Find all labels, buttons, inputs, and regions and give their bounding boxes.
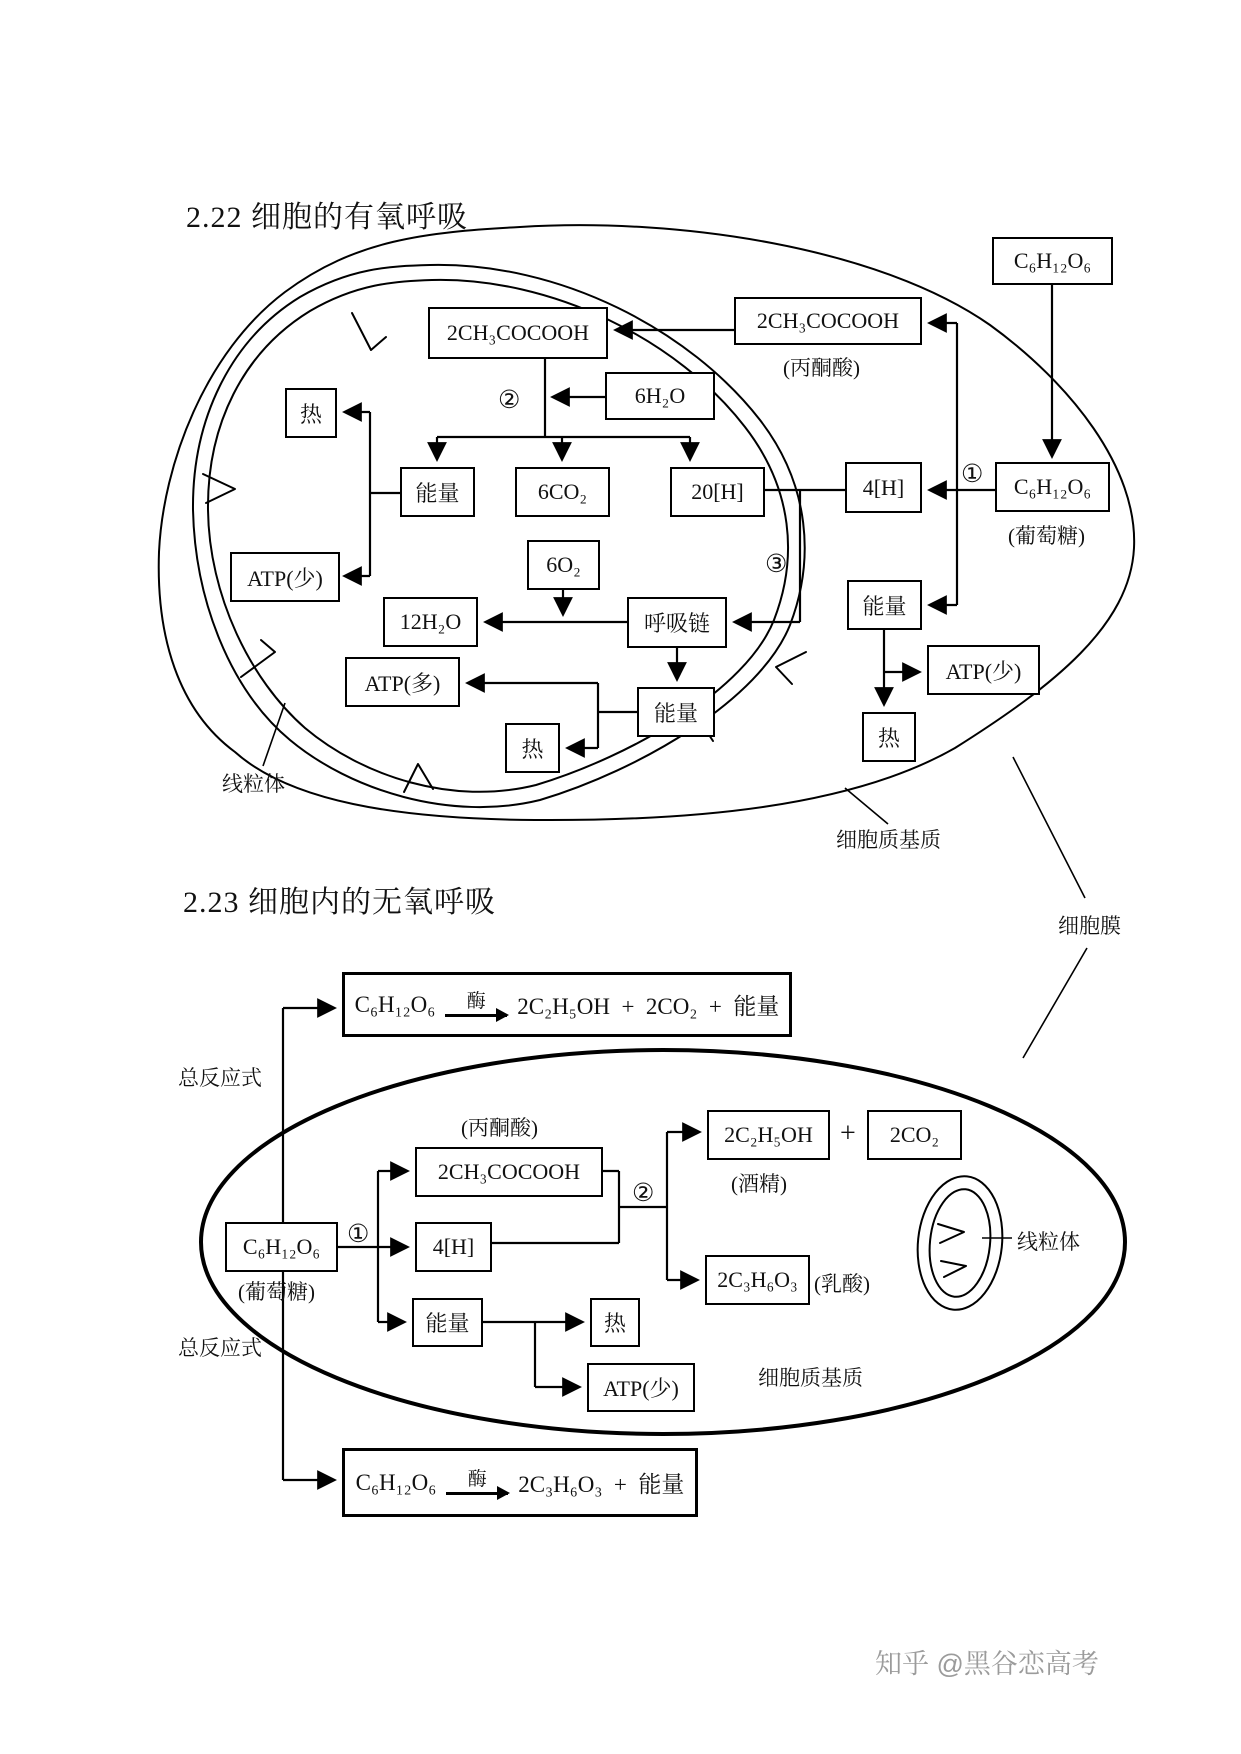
box-glucose-anaerobic — [225, 1222, 338, 1272]
box-text: 2CO₂ — [889, 1122, 940, 1147]
box-text: 热 — [521, 736, 544, 762]
box-text: 6CO₂ — [537, 479, 588, 504]
box-text: C₆H₁₂O₆ — [242, 1234, 321, 1259]
box-text: 6O₂ — [546, 552, 581, 577]
box-text: 热 — [299, 401, 322, 427]
equation-lactic-fermentation — [342, 1448, 698, 1517]
box-text: 热 — [877, 725, 900, 751]
box-heat-cytosol — [862, 712, 916, 762]
box-text: C₆H₁₂O₆ — [1013, 248, 1092, 273]
equation-alcohol-fermentation — [342, 972, 792, 1037]
box-2co2 — [867, 1110, 962, 1160]
box-text: 2C₃H₆O₃ — [717, 1267, 798, 1292]
box-energy-anaerobic — [412, 1298, 483, 1347]
box-4h-anaerobic — [415, 1222, 492, 1272]
reaction-arrow — [445, 992, 507, 1017]
box-pyruvate-anaerobic — [415, 1147, 603, 1197]
enzyme-label: 酶 — [466, 991, 486, 1012]
eq-products: 2C₂H₅OH + 2CO₂ + 能量 — [517, 994, 780, 1019]
box-respiratory-chain — [627, 597, 727, 648]
note-pyruvate: (丙酮酸) — [783, 356, 860, 380]
label-mitochondrion: 线粒体 — [222, 772, 285, 796]
box-text: C₆H₁₂O₆ — [1013, 474, 1092, 499]
section-title-aerobic: 2.22 细胞的有氧呼吸 — [186, 201, 468, 234]
label-cytosol: 细胞质基质 — [836, 828, 941, 852]
box-atp-few-cytosol — [927, 645, 1040, 695]
eq-reactant: C₆H₁₂O₆ — [355, 1469, 437, 1495]
box-heat-mito-bottom — [505, 723, 560, 773]
step-3-marker: ③ — [765, 551, 788, 578]
step-2-marker-anaerobic: ② — [632, 1180, 655, 1207]
note-glucose: (葡萄糖) — [1008, 524, 1085, 548]
box-text: 4[H] — [862, 474, 905, 500]
box-glucose-inside-cell — [995, 462, 1110, 512]
watermark: 知乎 @黑谷恋高考 — [875, 1649, 1099, 1679]
box-text: 能量 — [653, 700, 698, 726]
box-heat-anaerobic — [590, 1298, 640, 1347]
box-atp-few-mito — [230, 552, 340, 602]
box-12h2o — [383, 597, 478, 647]
box-pyruvate-cytosol — [734, 297, 922, 345]
note-glucose-anaerobic: (葡萄糖) — [238, 1280, 315, 1304]
box-atp-many — [345, 657, 460, 707]
label-cell-membrane: 细胞膜 — [1058, 914, 1121, 938]
enzyme-label: 酶 — [467, 1469, 487, 1490]
small-mitochondrion — [911, 1172, 1009, 1314]
box-atp-few-anaerobic — [587, 1363, 695, 1412]
eq-reactant: C₆H₁₂O₆ — [354, 991, 436, 1017]
box-text: 2CH₃COCOOH — [756, 308, 900, 333]
reaction-arrow — [446, 1470, 508, 1495]
box-text: 12H₂O — [399, 609, 462, 634]
box-glucose-outside-cell — [992, 237, 1113, 285]
box-20h — [670, 467, 765, 517]
box-text: 呼吸链 — [643, 611, 710, 636]
box-lactic-acid — [705, 1255, 810, 1305]
step-1-marker: ① — [961, 461, 984, 488]
callout-lines — [263, 703, 1087, 1238]
box-energy-cytosol — [847, 580, 922, 630]
label-cytosol-anaerobic: 细胞质基质 — [758, 1366, 863, 1390]
box-text: ATP(少) — [945, 658, 1022, 684]
box-4h — [845, 462, 922, 513]
box-6co2 — [515, 467, 610, 517]
box-pyruvate-mitochondrion — [428, 307, 608, 359]
label-mitochondrion-anaerobic: 线粒体 — [1017, 1230, 1080, 1254]
step-2-marker: ② — [498, 387, 521, 414]
arrow-shaft — [445, 1014, 507, 1017]
plus-sign: + — [840, 1118, 856, 1149]
box-ethanol — [707, 1110, 830, 1160]
box-text: 热 — [603, 1311, 626, 1336]
label-overall-reaction-bottom: 总反应式 — [178, 1336, 262, 1360]
section-title-anaerobic: 2.23 细胞内的无氧呼吸 — [183, 886, 496, 919]
box-6o2 — [527, 540, 600, 590]
label-overall-reaction-top: 总反应式 — [178, 1066, 262, 1090]
box-6h2o — [605, 372, 715, 420]
note-lactic-acid: (乳酸) — [814, 1272, 870, 1296]
box-text: 2CH₃COCOOH — [437, 1159, 581, 1184]
box-energy-mito-2 — [637, 687, 715, 737]
step-1-marker-anaerobic: ① — [347, 1221, 370, 1248]
box-text: 6H₂O — [634, 383, 686, 408]
box-text: 能量 — [425, 1311, 470, 1336]
eq-products: 2C₃H₆O₃ + 能量 — [518, 1472, 685, 1497]
box-text: 能量 — [862, 593, 907, 619]
box-energy-mito-1 — [400, 467, 475, 517]
box-text: 20[H] — [691, 479, 744, 504]
note-alcohol: (酒精) — [731, 1172, 787, 1196]
box-heat-mito-top — [285, 388, 337, 438]
box-text: ATP(少) — [247, 565, 323, 591]
box-text: 4[H] — [432, 1234, 475, 1259]
box-text: ATP(多) — [364, 670, 441, 696]
box-text: 能量 — [415, 480, 460, 506]
note-pyruvate-anaerobic: (丙酮酸) — [461, 1116, 538, 1140]
arrow-shaft — [446, 1492, 508, 1495]
box-text: ATP(少) — [603, 1376, 679, 1401]
box-text: 2C₂H₅OH — [724, 1122, 813, 1147]
box-text: 2CH₃COCOOH — [446, 320, 590, 345]
